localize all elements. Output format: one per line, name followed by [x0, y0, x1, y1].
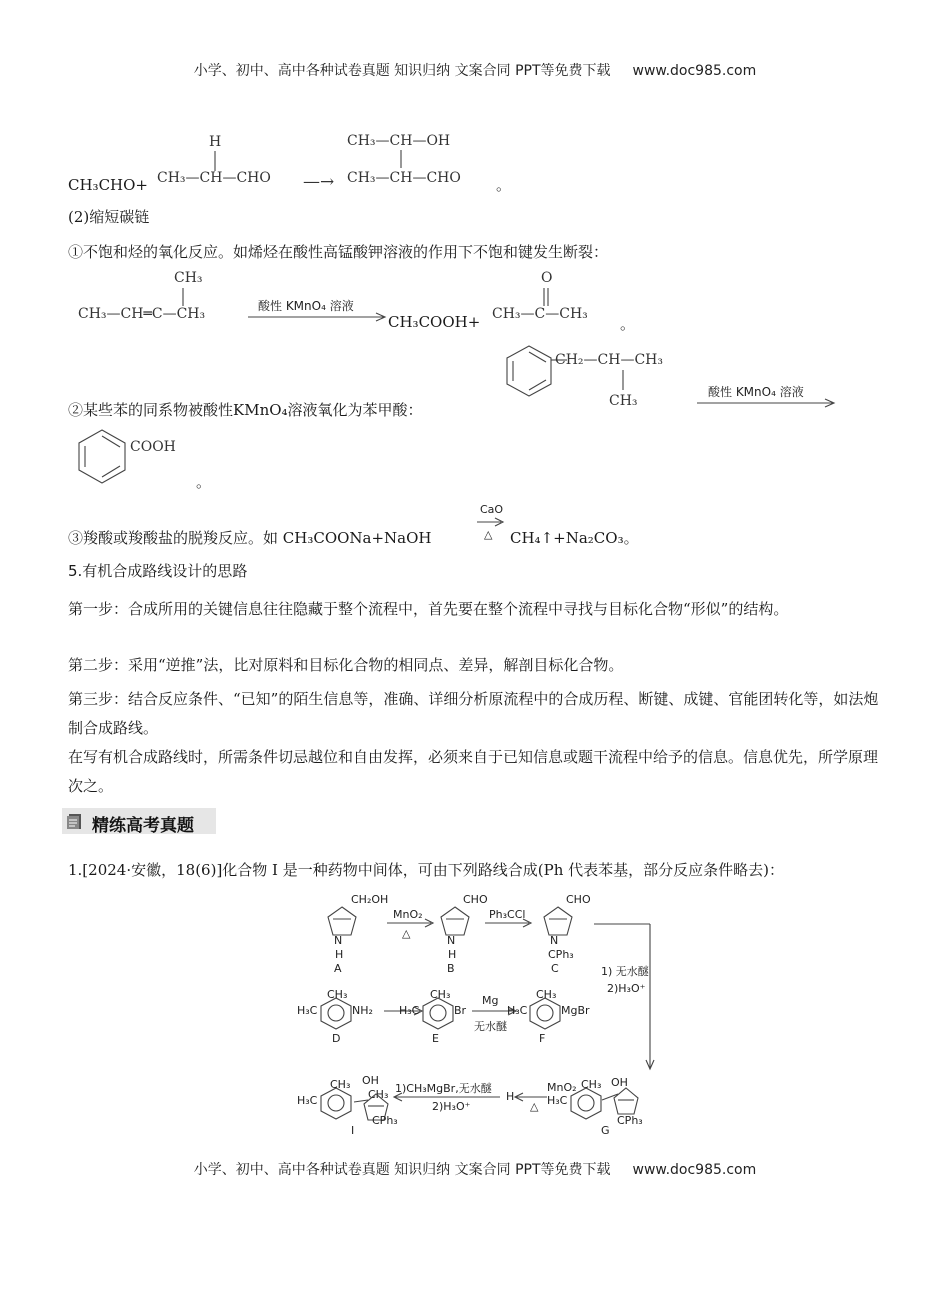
aldol-product-top: CH₃—CH—OH	[347, 133, 451, 149]
aldol-reactant2: CH₃—CH—CHO	[157, 170, 271, 186]
compound-a-n: N	[334, 934, 343, 947]
question1-text: 1.[2024·安徽，18(6)]化合物 I 是一种药物中间体，可由下列路线合成(Ph 代表苯基，部分反应条件略去)：	[68, 861, 784, 879]
compound-a-h: H	[335, 948, 344, 961]
item2-text: ②某些苯的同系物被酸性KMnO₄溶液氧化为苯甲酸：	[68, 401, 423, 419]
reagent-gh-2: △	[530, 1100, 539, 1113]
item2-product-ring	[76, 428, 128, 486]
compound-i-cph3: CPh₃	[372, 1114, 398, 1127]
compound-g-cph3: CPh₃	[617, 1114, 643, 1127]
compound-f-left: H₃C	[507, 1004, 528, 1017]
item2-end: 。	[196, 473, 212, 491]
reagent-bc: Ph₃CCl	[489, 908, 526, 921]
reagent-ab: MnO₂	[393, 908, 423, 921]
compound-c-n: N	[550, 934, 559, 947]
item3-text: ③羧酸或羧酸盐的脱羧反应。如 CH₃COONa+NaOH	[68, 529, 432, 547]
compound-i-oh: OH	[362, 1074, 379, 1087]
item2-chain: CH₂—CH—CH₃	[555, 352, 663, 368]
reagent-ef-1: Mg	[482, 994, 499, 1007]
reagent-hi-1: 1)CH₃MgBr,无水醚	[395, 1082, 492, 1095]
item1-condition: 酸性 KMnO₄ 溶液	[258, 299, 354, 313]
practice-document-icon	[66, 812, 84, 830]
compound-b-label: B	[447, 962, 455, 975]
item1-product1: CH₃COOH+	[388, 313, 481, 331]
compound-e-me: CH₃	[430, 988, 451, 1001]
compound-g-me: CH₃	[581, 1078, 602, 1091]
page-footer	[0, 1159, 950, 1179]
page-header	[0, 60, 950, 80]
arrow-cg	[594, 922, 654, 1082]
compound-e-br: Br	[454, 1004, 467, 1017]
compound-d-me: CH₃	[327, 988, 348, 1001]
heat-ab: △	[402, 927, 411, 940]
section2-title: (2)缩短碳链	[68, 208, 150, 226]
practice-title: 精练高考真题	[92, 816, 194, 836]
compound-i-label: I	[351, 1124, 355, 1137]
compound-f-benzene-ring	[527, 996, 563, 1030]
reagent-gh-1: MnO₂	[547, 1081, 577, 1094]
section5-step2: 第二步：采用“逆推”法，比对原料和目标化合物的相同点、差异，解剖目标化合物。	[68, 656, 624, 674]
compound-e-label: E	[432, 1032, 439, 1045]
section5-title: 5.有机合成路线设计的思路	[68, 562, 248, 580]
section5-note: 在写有机合成路线时，所需条件切忌越位和自由发挥，必须来自于已知信息或题干流程中给予的信息。信息优先，所学原理次之。	[68, 748, 879, 795]
compound-b-n: N	[447, 934, 456, 947]
item1-alkene: CH₃—CH═C—CH₃	[78, 306, 206, 322]
compound-d-left: H₃C	[297, 1004, 318, 1017]
item1-text: ①不饱和烃的氧化反应。如烯烃在酸性高锰酸钾溶液的作用下不饱和键发生断裂：	[68, 243, 609, 261]
reagent-cg-2: 2)H₃O⁺	[607, 982, 646, 995]
compound-b-h: H	[448, 948, 457, 961]
compound-g-left: H₃C	[547, 1094, 568, 1107]
footer-text: 小学、初中、高中各种试卷真题 知识归纳 文案合同 PPT等免费下载	[193, 1162, 611, 1178]
item3-arrow	[477, 517, 505, 527]
compound-d-benzene-ring	[318, 996, 354, 1030]
compound-i-me-ring: CH₃	[330, 1078, 351, 1091]
item1-bond	[178, 288, 188, 308]
arrow-ab	[387, 918, 435, 928]
item2-branch-bond	[618, 370, 628, 392]
compound-i-left: H₃C	[297, 1094, 318, 1107]
compound-f-mgbr: MgBr	[561, 1004, 590, 1017]
compound-d-label: D	[332, 1032, 341, 1045]
item1-arrow	[248, 312, 388, 322]
compound-a-label: A	[334, 962, 342, 975]
item2-branch: CH₃	[609, 393, 638, 409]
aldol-product-bottom: CH₃—CH—CHO	[347, 170, 461, 186]
arrow-bc	[485, 918, 533, 928]
compound-a-sub: CH₂OH	[351, 893, 389, 906]
aldol-product-bond	[396, 150, 406, 170]
footer-site[interactable]: www.doc985.com	[632, 1162, 757, 1178]
compound-g-oh: OH	[611, 1076, 628, 1089]
item2-benzene-ring	[504, 344, 554, 398]
compound-c-label: C	[551, 962, 559, 975]
item3-condition-bottom: △	[484, 528, 493, 541]
header-text: 小学、初中、高中各种试卷真题 知识归纳 文案合同 PPT等免费下载	[193, 63, 611, 79]
item1-ch3-top: CH₃	[174, 270, 203, 286]
reagent-ef-2: 无水醚	[474, 1020, 507, 1033]
compound-b-sub: CHO	[463, 893, 488, 906]
compound-f-label: F	[539, 1032, 546, 1045]
reagent-hi-2: 2)H₃O⁺	[432, 1100, 471, 1113]
item3-condition-top: CaO	[480, 503, 504, 516]
section5-step3: 第三步：结合反应条件、“已知”的陌生信息等，准确、详细分析原流程中的合成历程、断键、成键、官能团转化等，如法炮制合成路线。	[68, 690, 879, 737]
compound-d-nh2: NH₂	[352, 1004, 373, 1017]
item3-product: CH₄↑+Na₂CO₃。	[510, 529, 639, 547]
compound-i-me: CH₃	[368, 1088, 389, 1101]
compound-e-benzene-ring	[420, 996, 456, 1030]
compound-e-left: H₃C	[399, 1004, 420, 1017]
aldol-h-atom: H	[209, 134, 222, 150]
item2-arrow	[697, 398, 837, 408]
item1-ketone: CH₃—C—CH₃	[492, 306, 588, 322]
item1-end: 。	[620, 315, 636, 333]
item2-product: COOH	[130, 439, 176, 455]
aldol-end: 。	[496, 176, 512, 194]
compound-c-sub: CHO	[566, 893, 591, 906]
section5-step1: 第一步：合成所用的关键信息往往隐藏于整个流程中，首先要在整个流程中寻找与目标化合物“形似”的结构。	[68, 600, 789, 618]
compound-g-label: G	[601, 1124, 610, 1137]
compound-c-cph3: CPh₃	[548, 948, 574, 961]
header-site[interactable]: www.doc985.com	[632, 63, 757, 79]
item2-condition: 酸性 KMnO₄ 溶液	[708, 385, 804, 399]
item1-o-atom: O	[541, 270, 553, 286]
aldol-arrow: —→	[303, 172, 335, 192]
compound-i-benzene-ring	[318, 1086, 354, 1120]
aldol-reactant1: CH₃CHO+	[68, 176, 148, 194]
compound-h-label: H	[506, 1090, 515, 1103]
compound-f-me: CH₃	[536, 988, 557, 1001]
item1-double-bond	[541, 288, 551, 308]
reagent-cg-1: 1) 无水醚	[601, 965, 649, 978]
